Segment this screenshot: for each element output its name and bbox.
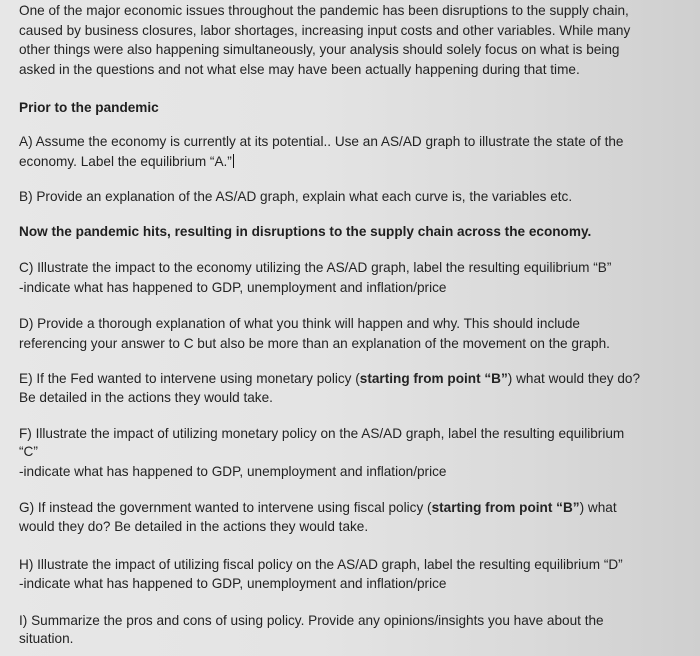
question-a-line-2 xyxy=(19,153,234,170)
intro-line-1: One of the major economic issues throughout the pandemic has been disruptions to the supply chain, xyxy=(19,3,629,18)
question-g-pre: G) If instead the government wanted to intervene using fiscal policy ( xyxy=(19,500,432,515)
question-f-line-2: “C” xyxy=(19,444,38,459)
question-c-line-2: -indicate what has happened to GDP, unemployment and inflation/price xyxy=(19,280,447,295)
question-g-line-1 xyxy=(19,499,617,516)
question-g-post: ) what xyxy=(579,500,617,515)
question-c-line-1: C) Illustrate the impact to the economy utilizing the AS/AD graph, label the resulting equilibrium “B” xyxy=(19,260,612,275)
question-f-line-1: F) Illustrate the impact of utilizing monetary policy on the AS/AD graph, label the resulting equilibrium xyxy=(19,426,625,441)
question-a-line-2-text: economy. Label the equilibrium “A.” xyxy=(19,154,232,169)
question-h-line-1: H) Illustrate the impact of utilizing fiscal policy on the AS/AD graph, label the resulting equilibrium “D” xyxy=(19,557,623,572)
question-h-line-2: -indicate what has happened to GDP, unemployment and inflation/price xyxy=(19,576,447,591)
question-e-post: ) what would they do? xyxy=(507,371,641,386)
question-e-line-2: Be detailed in the actions they would take. xyxy=(19,390,273,405)
question-d-line-2: referencing your answer to C but also be more than an explanation of the movement on the graph. xyxy=(19,336,610,351)
question-g-bold: starting from point “B” xyxy=(431,500,580,515)
question-b: B) Provide an explanation of the AS/AD graph, explain what each curve is, the variables etc. xyxy=(19,189,573,204)
question-f-line-3: -indicate what has happened to GDP, unemployment and inflation/price xyxy=(19,464,447,479)
intro-line-4: asked in the questions and not what else may have been actually happening during that time. xyxy=(19,62,580,77)
question-g-line-2: would they do? Be detailed in the actions they would take. xyxy=(19,519,369,534)
question-e-line-1 xyxy=(19,370,640,387)
question-a-line-1: A) Assume the economy is currently at its potential.. Use an AS/AD graph to illustrate the state of the xyxy=(19,134,624,149)
text-cursor xyxy=(233,154,235,168)
heading-pandemic: Now the pandemic hits, resulting in disruptions to the supply chain across the economy. xyxy=(19,224,592,239)
question-e-bold: starting from point “B” xyxy=(359,371,508,386)
question-d-line-1: D) Provide a thorough explanation of what you think will happen and why. This should include xyxy=(19,316,580,331)
question-i-line-2: situation. xyxy=(19,631,74,646)
question-e-pre: E) If the Fed wanted to intervene using monetary policy ( xyxy=(19,371,360,386)
intro-line-2: caused by business closures, labor shortages, increasing input costs and other variables. While many xyxy=(19,23,631,38)
intro-line-3: other things were also happening simultaneously, your analysis should solely focus on what is being xyxy=(19,42,620,57)
question-i-line-1: I) Summarize the pros and cons of using policy. Provide any opinions/insights you have about the xyxy=(19,613,604,628)
heading-prior: Prior to the pandemic xyxy=(19,100,159,115)
